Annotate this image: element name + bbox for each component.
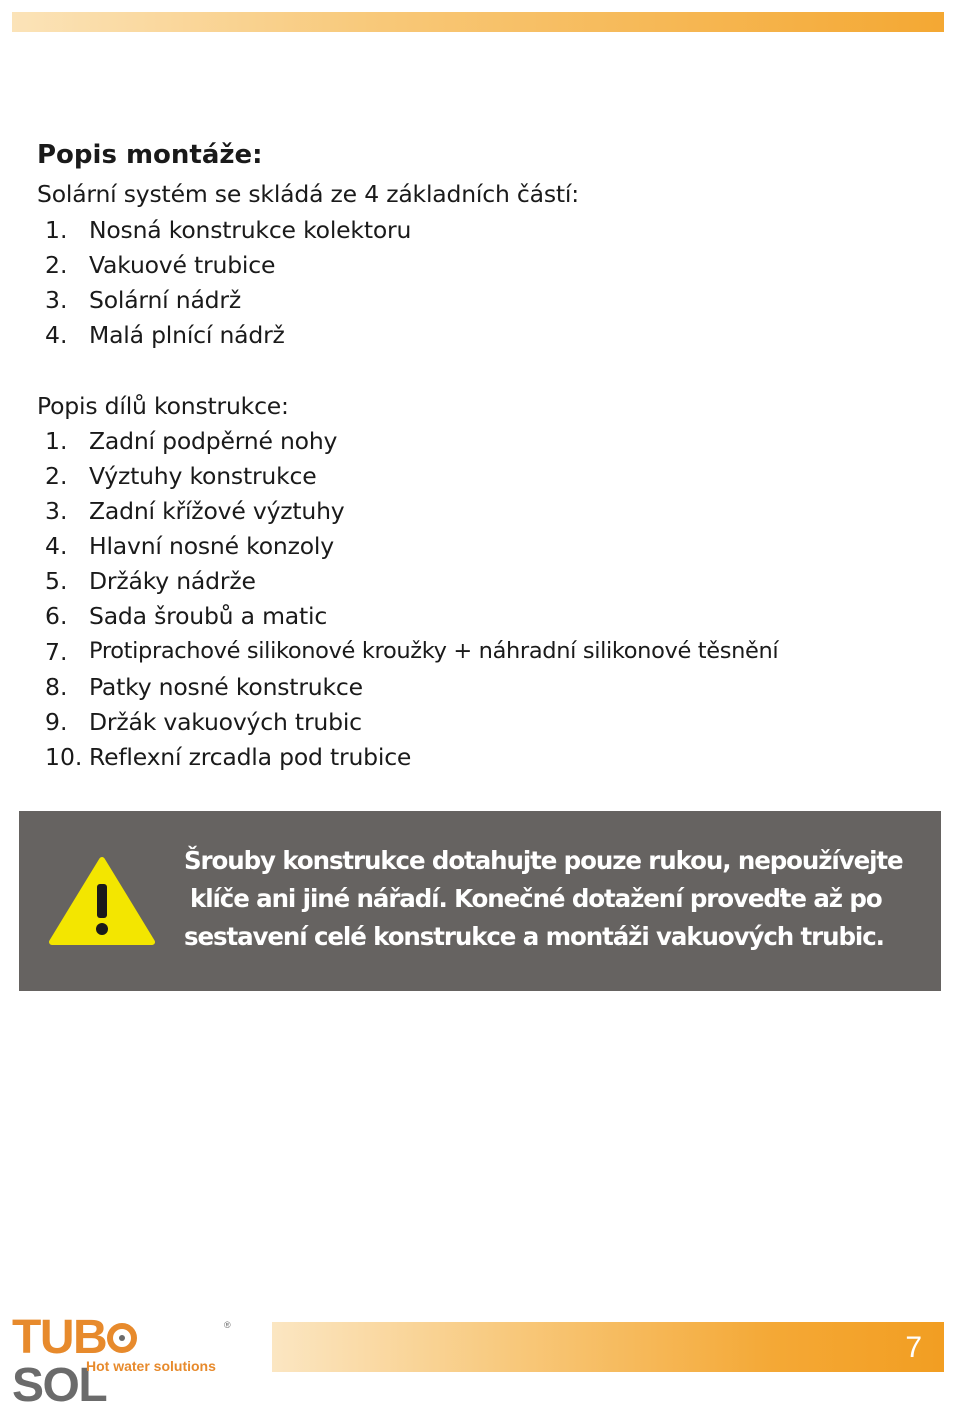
list-item-label: Solární nádrž [89,286,241,314]
list-item-number: 10. [45,743,83,771]
registered-mark: ® [224,1320,231,1330]
list-item-label: Sada šroubů a matic [89,602,328,630]
list-item-number: 1. [45,427,68,455]
list-item-label: Patky nosné konstrukce [89,673,363,701]
list-item-number: 3. [45,497,68,525]
sun-ring-icon [107,1323,137,1353]
list-item-label: Protiprachové silikonové kroužky + náhradní silikonové těsnění [89,638,779,664]
warning-triangle-icon [48,856,156,946]
list-item-number: 6. [45,602,68,630]
intro-text: Solární systém se skládá ze 4 základních částí: [37,180,579,208]
logo-text-a: TUB [12,1311,107,1364]
logo-tagline: Hot water solutions [86,1358,216,1374]
components-heading: Popis dílů konstrukce: [37,392,289,420]
footer-accent-bar [272,1322,944,1372]
warning-text-line: sestavení celé konstrukce a montáži vakuových trubic. [184,922,884,951]
list-item-label: Malá plnící nádrž [89,321,285,349]
list-item-number: 2. [45,251,68,279]
list-item-number: 1. [45,216,68,244]
list-item-label: Výztuhy konstrukce [89,462,317,490]
list-item-number: 3. [45,286,68,314]
list-item-label: Držáky nádrže [89,567,256,595]
list-item-label: Hlavní nosné konzoly [89,532,334,560]
header-accent-bar [12,12,944,32]
list-item-number: 7. [45,638,68,666]
list-item-number: 9. [45,708,68,736]
list-item-label: Nosná konstrukce kolektoru [89,216,412,244]
list-item-number: 4. [45,321,68,349]
warning-text-line: Šrouby konstrukce dotahujte pouze rukou, nepoužívejte [184,846,903,875]
page-title: Popis montáže: [37,140,263,170]
warning-text-line: klíče ani jiné nářadí. Konečné dotažení proveďte až po [190,884,882,913]
page-number: 7 [905,1331,922,1364]
tubosol-logo [12,1311,232,1412]
list-item-label: Držák vakuových trubic [89,708,362,736]
list-item-label: Reflexní zrcadla pod trubice [89,743,412,771]
logo-text-b: SOL [12,1359,107,1412]
list-item-label: Vakuové trubice [89,251,276,279]
list-item-number: 2. [45,462,68,490]
list-item-number: 5. [45,567,68,595]
list-item-label: Zadní podpěrné nohy [89,427,338,455]
list-item-number: 4. [45,532,68,560]
list-item-number: 8. [45,673,68,701]
list-item-label: Zadní křížové výztuhy [89,497,345,525]
